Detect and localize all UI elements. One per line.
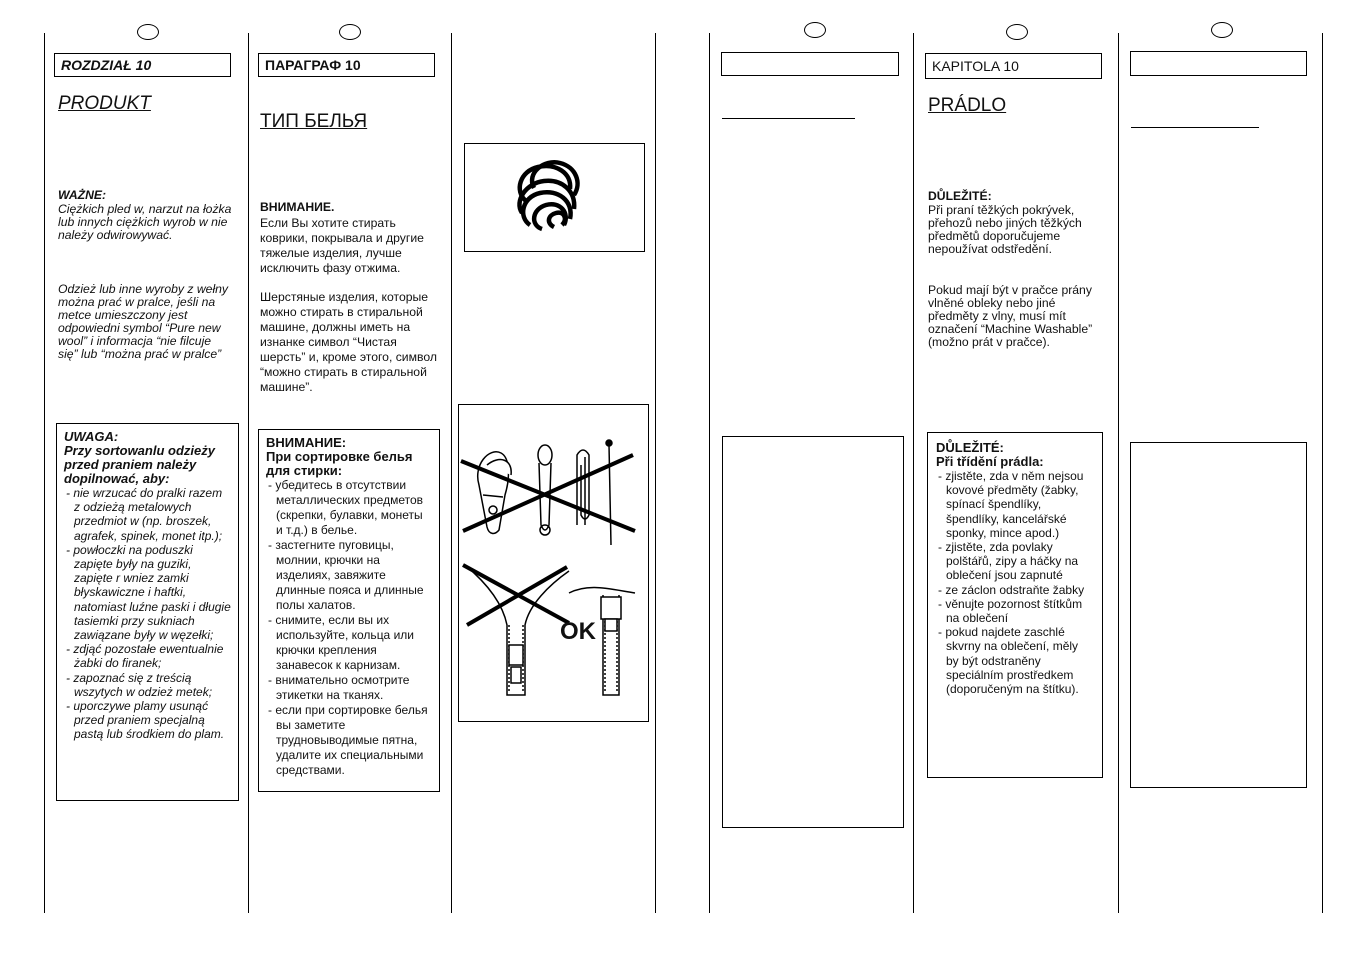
important-label: ВНИМАНИЕ. <box>260 200 335 214</box>
note-title: ВНИМАНИЕ: <box>266 435 347 450</box>
zipper-icon <box>459 555 647 705</box>
page-title: ТИП БЕЛЬЯ <box>260 111 368 132</box>
woolmark-icon <box>464 143 645 252</box>
list-item: - zapoznać się z treścią wszytych w odzież metek; <box>64 671 231 699</box>
list-item: - věnujte pozornost štítkům na oblečení <box>936 597 1094 625</box>
section-header: ROZDZIAŁ 10 <box>54 53 231 77</box>
wool-text: Pokud mají být v pračce prány vlněné obleky nebo jiné předměty z vlny, musí mít označení “Machine Washable” (možno prát v pračce). <box>928 283 1093 349</box>
note-list <box>936 469 1094 696</box>
section-header: ПАРАГРАФ 10 <box>258 53 435 77</box>
list-item: - uporczywe plamy usunąć przed praniem specjalną pastą lub środkiem do plam. <box>64 699 231 742</box>
language-flag-icon <box>804 22 826 38</box>
column-rule <box>655 33 656 913</box>
ok-label: OK <box>560 618 596 645</box>
woolmark-frame <box>464 143 645 252</box>
note-list <box>266 478 432 778</box>
important-label: DŮLEŽITÉ: <box>928 189 992 203</box>
metal-objects-crossed-icon <box>459 435 647 570</box>
section-header: KAPITOLA 10 <box>925 53 1102 79</box>
note-subtitle: При сортировке белья для стирки: <box>266 449 413 478</box>
list-item: - ze záclon odstraňte žabky <box>936 583 1094 597</box>
language-flag-icon <box>1211 22 1233 38</box>
list-item: - внимательно осмотрите этикетки на тканях. <box>266 673 432 703</box>
note-subtitle: Przy sortowanlu odzieży przed praniem należy dopilnować, aby: <box>64 443 215 486</box>
sorting-note-box <box>927 432 1103 778</box>
note-title: UWAGA: <box>64 429 119 444</box>
language-flag-icon <box>137 24 159 40</box>
wool-text: Шерстяные изделия, которые можно стирать в стиральной машине, должны иметь на изнанке символ “Чистая шерсть” и, кроме этого, символ “можно стирать в стиральной машине”. <box>260 290 437 394</box>
empty-header-box <box>1130 51 1307 76</box>
sorting-note-box <box>56 423 239 801</box>
column-rule <box>451 33 452 913</box>
list-item: - снимите, если вы их используйте, кольца или крючки крепления занавесок к карнизам. <box>266 613 432 673</box>
list-item: - застегните пуговицы, молнии, крючки на изделиях, завяжите длинные пояса и длинные полы халатов. <box>266 538 432 613</box>
wool-text: Odzież lub inne wyroby z wełny można prać w pralce, jeśli na metce umieszczony jest odpowiedni symbol “Pure new wool” i informacja “nie filcuje się” lub “można prać w pralce” <box>58 282 229 361</box>
list-item: - убедитесь в отсутствии металлических предметов (скрепки, булавки, монеты и т.д.) в белье. <box>266 478 432 538</box>
important-label: WAŻNE: <box>58 188 107 202</box>
column-rule <box>248 33 249 913</box>
list-item: - pokud najdete zaschlé skvrny na oblečení, měly by být odstraněny speciálním prostředkem (doporučeným na štítku). <box>936 625 1094 696</box>
empty-note-box <box>722 436 904 828</box>
sorting-note-box <box>258 429 440 792</box>
note-subtitle: Při třídění prádla: <box>936 454 1044 469</box>
empty-header-box <box>721 52 899 76</box>
column-rule <box>709 33 710 913</box>
column-rule <box>1118 33 1119 913</box>
title-rule <box>722 118 855 119</box>
important-text: Při praní těžkých pokrývek, přehozů nebo jiných těžkých předmětů doporučujeme nepoužívat odstředění. <box>928 203 1082 256</box>
column-rule <box>1322 33 1323 913</box>
list-item: - zjistěte, zda v něm nejsou kovové předměty (žabky, spínací špendlíky, špendlíky, kancelářské sponky, mince apod.) <box>936 469 1094 540</box>
list-item: - zdjąć pozostałe ewentualnie żabki do firanek; <box>64 642 231 670</box>
list-item: - powłoczki na poduszki zapięte były na guziki, zapięte r wniez zamki błyskawiczne i haftki, natomiast luźne paski i długie tasiemki przy sukniach zawiązane były w węzełki; <box>64 543 231 642</box>
important-text: Если Вы хотите стирать коврики, покрывала и другие тяжелые изделия, лучше исключить фазу отжима. <box>260 216 424 275</box>
page-title: PRODUKT <box>58 93 151 114</box>
important-text: Ciężkich pled w, narzut na łożka lub innych ciężkich wyrob w nie należy odwirowywać. <box>58 202 232 242</box>
language-flag-icon <box>339 24 361 40</box>
column-rule <box>913 33 914 913</box>
title-rule <box>1131 127 1259 128</box>
illustration-frame <box>458 404 649 722</box>
list-item: - если при сортировке белья вы заметите трудновыводимые пятна, удалите их специальными средствами. <box>266 703 432 778</box>
note-list <box>64 486 231 742</box>
language-flag-icon <box>1006 24 1028 40</box>
page-title: PRÁDLO <box>928 95 1007 116</box>
list-item: - zjistěte, zda povlaky polštářů, zipy a háčky na oblečení jsou zapnuté <box>936 540 1094 583</box>
column-rule <box>44 33 45 913</box>
empty-note-box <box>1130 442 1307 788</box>
list-item: - nie wrzucać do pralki razem z odzieżą metalowych przedmiot w (np. broszek, agrafek, spinek, monet itp.); <box>64 486 231 543</box>
note-title: DŮLEŽITÉ: <box>936 440 1004 455</box>
